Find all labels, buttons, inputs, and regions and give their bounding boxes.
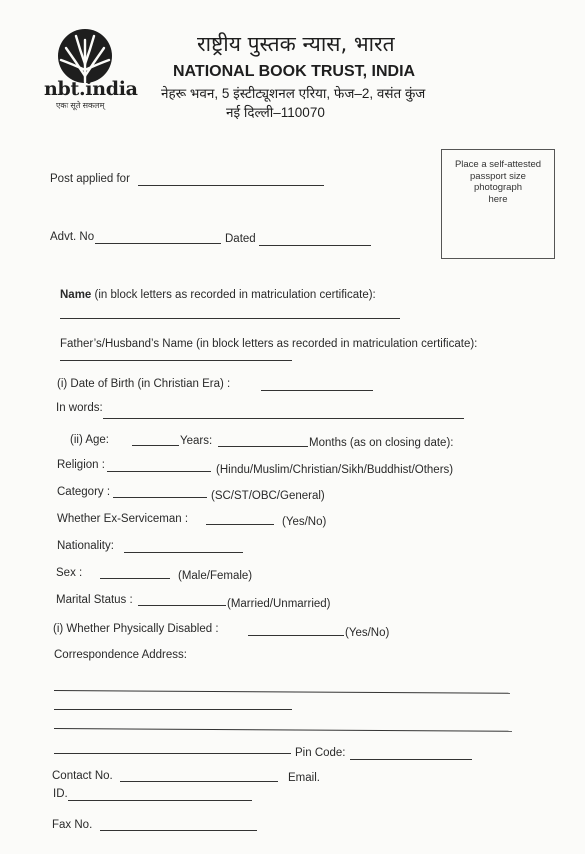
nationality-label: Nationality: xyxy=(57,540,114,552)
in-words-field[interactable] xyxy=(103,418,464,419)
address-line-field-4[interactable] xyxy=(54,753,291,754)
contact-no-label: Contact No. xyxy=(52,770,113,782)
fax-no-field[interactable] xyxy=(100,830,257,831)
photo-instruction: Place a self-attested passport size photograph here xyxy=(454,159,542,205)
name-field[interactable] xyxy=(60,318,400,319)
ex-serviceman-options: (Yes/No) xyxy=(282,516,327,528)
correspondence-address-label: Correspondence Address: xyxy=(54,649,187,661)
logo-tagline: एकः सूते सकलम् xyxy=(56,101,105,110)
disabled-label: (i) Whether Physically Disabled : xyxy=(53,623,219,635)
photo-box[interactable] xyxy=(441,149,555,259)
pin-code-field[interactable] xyxy=(350,759,472,760)
marital-status-label: Marital Status : xyxy=(56,594,133,606)
religion-label: Religion : xyxy=(57,459,105,471)
dated-field[interactable] xyxy=(259,245,371,246)
address-line-1: नेहरू भवन, 5 इंस्टीट्यूशनल एरिया, फेज–2, वसंत कुंज xyxy=(161,86,426,101)
fax-no-label: Fax No. xyxy=(52,819,93,831)
ex-serviceman-field[interactable] xyxy=(206,524,274,525)
email-id-label: ID. xyxy=(53,788,68,800)
age-months-field[interactable] xyxy=(218,446,308,447)
nationality-field[interactable] xyxy=(124,552,243,553)
sex-field[interactable] xyxy=(100,578,170,579)
religion-field[interactable] xyxy=(107,471,211,472)
dated-label: Dated xyxy=(225,233,256,245)
dob-field[interactable] xyxy=(261,390,373,391)
advt-no-label: Advt. No xyxy=(50,231,95,243)
post-applied-label: Post applied for xyxy=(50,173,130,185)
marital-status-field[interactable] xyxy=(138,605,226,606)
email-id-field[interactable] xyxy=(68,800,252,801)
address-line-field-1[interactable] xyxy=(54,690,510,694)
category-options: (SC/ST/OBC/General) xyxy=(211,490,325,502)
years-label: Years: xyxy=(180,435,213,447)
contact-no-field[interactable] xyxy=(120,781,278,782)
advt-no-field[interactable] xyxy=(95,243,221,244)
post-applied-field[interactable] xyxy=(138,185,324,186)
sex-options: (Male/Female) xyxy=(178,570,253,582)
father-name-label: Father’s/Husband’s Name (in block letters as recorded in matriculation certificate): xyxy=(60,338,478,350)
marital-options: (Married/Unmarried) xyxy=(227,598,331,610)
religion-options: (Hindu/Muslim/Christian/Sikh/Buddhist/Others) xyxy=(216,464,454,476)
dob-label: (i) Date of Birth (in Christian Era) : xyxy=(57,378,231,390)
address-line-2: नई दिल्ली–110070 xyxy=(226,105,325,120)
ex-serviceman-label: Whether Ex-Serviceman : xyxy=(57,513,189,525)
disabled-options: (Yes/No) xyxy=(345,627,390,639)
pin-code-label: Pin Code: xyxy=(295,747,346,759)
age-label: (ii) Age: xyxy=(70,434,109,446)
address-line-field-2[interactable] xyxy=(54,709,292,710)
category-field[interactable] xyxy=(113,497,207,498)
logo-text: nbt.india xyxy=(44,78,138,100)
email-label: Email. xyxy=(288,772,320,784)
category-label: Category : xyxy=(57,486,111,498)
name-label: Name (in block letters as recorded in matriculation certificate): xyxy=(60,289,376,301)
disabled-field[interactable] xyxy=(248,635,344,636)
sex-label: Sex : xyxy=(56,567,83,579)
hindi-org-name: राष्ट्रीय पुस्तक न्यास, भारत xyxy=(197,32,395,56)
in-words-label: In words: xyxy=(56,402,103,414)
months-label: Months (as on closing date): xyxy=(309,437,454,449)
father-name-field[interactable] xyxy=(60,360,292,361)
address-line-field-3[interactable] xyxy=(54,728,512,732)
age-years-field[interactable] xyxy=(132,445,179,446)
english-org-name: NATIONAL BOOK TRUST, INDIA xyxy=(173,63,416,80)
